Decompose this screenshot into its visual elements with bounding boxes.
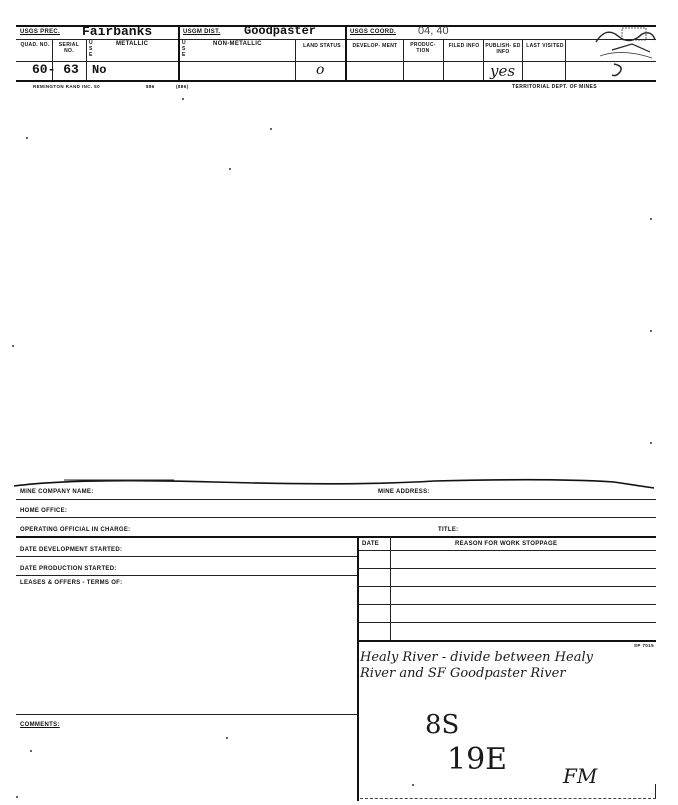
header-divider [443,39,444,80]
usgs-prec-value: Fairbanks [82,24,153,39]
handwritten-location-line-2: River and SF Goodpaster River [360,666,566,681]
stoppage-date-divider [390,536,391,640]
stoppage-row-rule [357,604,656,605]
published-info-label: PUBLISH- ED INFO [485,43,521,55]
uses-right-label: U S E [182,40,186,58]
date-prod-started-label: DATE PRODUCTION STARTED: [20,566,117,572]
home-office-rule [16,517,656,518]
leases-label: LEASES & OFFERS - TERMS OF: [20,580,123,586]
printer-credit: REMINGTON RAND INC. 50 [33,84,100,89]
comments-top-rule [16,714,357,715]
usgm-dist-value: Goodpaster [244,24,317,38]
filed-info-label: FILED INFO [448,43,480,49]
scan-speck [226,737,228,739]
header-divider [295,39,296,80]
last-visited-label: LAST VISITED [526,43,564,49]
land-status-label: LAND STATUS [303,43,341,49]
scan-speck [182,98,184,100]
nonmetallic-label: NON-METALLIC [213,41,262,47]
header-mid-rule-2 [16,61,656,62]
header-divider [565,39,566,80]
header-bottom-rule [16,80,656,82]
header-divider [345,25,347,80]
title-label: TITLE: [438,527,459,533]
uses-left-label: U S E [89,40,93,58]
handwritten-meridian: FM [563,764,598,788]
last-visited-mark-icon [608,60,628,80]
lower-form-top-border [14,472,660,492]
mine-address-label: MINE ADDRESS: [378,489,430,495]
scan-speck [26,137,28,139]
stoppage-header-rule [357,550,656,551]
comments-label: COMMENTS: [20,722,60,728]
scan-speck [650,330,652,332]
stoppage-row-rule [357,586,656,587]
operating-official-rule [16,536,656,538]
metallic-label: METALLIC [116,41,149,47]
header-divider [522,39,523,80]
header-mid-rule [16,39,656,40]
usgs-prec-label: USGS PREC. [20,29,61,35]
handwritten-township: 8S [425,710,460,740]
scan-speck [270,128,272,130]
department-credit: TERRITORIAL DEPT. OF MINES [512,84,597,90]
scan-speck [12,345,14,347]
page-bottom-rule [360,798,656,799]
quad-serial-value: 60- 63 [32,62,79,77]
stoppage-row-rule [357,622,656,623]
header-divider [178,25,180,80]
form-number: SP 7015 [634,643,654,648]
mine-company-rule [16,499,656,500]
form-code-a: 886 [146,84,155,89]
scan-speck [16,796,18,798]
header-divider [86,39,87,80]
form-code-b: (886) [176,84,189,89]
land-status-value: o [316,62,325,78]
home-office-label: HOME OFFICE: [20,508,68,514]
stoppage-bottom-rule [357,640,656,642]
published-info-value: yes [490,62,516,80]
scan-speck [650,442,652,444]
reason-column-label: REASON FOR WORK STOPPAGE [455,541,558,547]
handwritten-location-line-1: Healy River - divide between Healy [360,650,593,665]
corner-scribble-mark [592,22,658,62]
mine-company-name-label: MINE COMPANY NAME: [20,489,94,495]
scan-speck [650,218,652,220]
operating-official-label: OPERATING OFFICIAL IN CHARGE: [20,527,131,533]
serial-no-label: SERIAL NO. [58,42,80,54]
date-column-label: DATE [362,541,380,547]
metallic-value: No [92,63,107,77]
scan-speck [412,784,414,786]
header-divider [483,39,484,80]
date-prod-rule [16,575,357,576]
development-label: DEVELOP- MENT [352,43,398,49]
scan-speck [229,168,231,170]
production-label: PRODUC- TION [410,42,436,54]
date-dev-rule [16,556,357,557]
usgm-dist-label: USGM DIST. [183,29,221,35]
stoppage-row-rule [357,568,656,569]
lower-center-divider [357,536,359,801]
usgs-coord-label: USGS COORD. [350,29,396,35]
scan-speck [30,750,32,752]
page-right-bottom-tick [655,784,656,798]
usgs-coord-value: 04, 40 [418,25,449,37]
date-dev-started-label: DATE DEVELOPMENT STARTED: [20,547,123,553]
header-divider [403,39,404,80]
handwritten-range: 19E [447,742,508,777]
quad-no-label: QUAD. NO. [20,42,50,48]
